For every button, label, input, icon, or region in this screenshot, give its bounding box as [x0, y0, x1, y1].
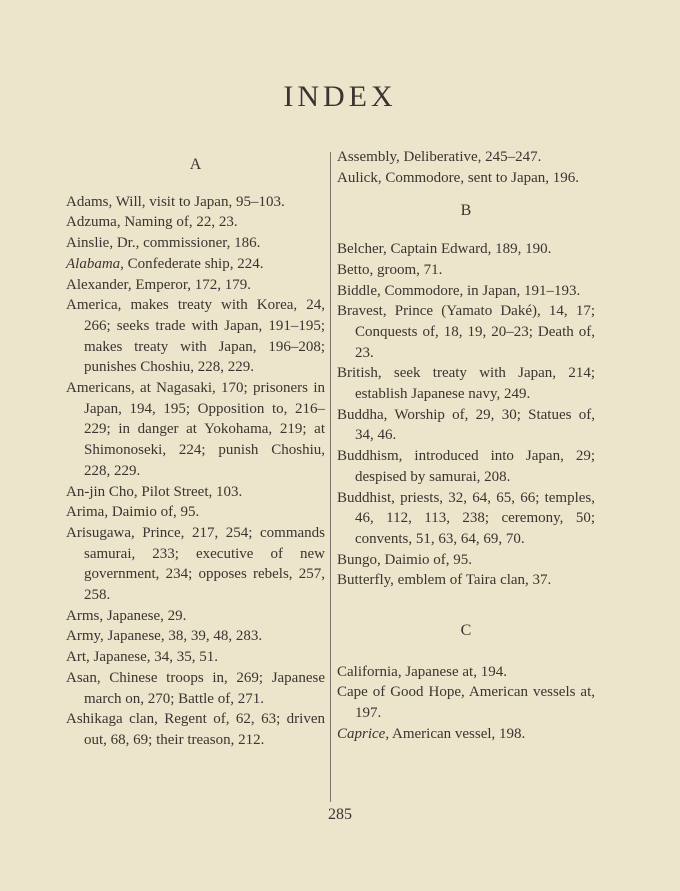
entry-text: Buddhist, priests, 32, 64, 65, 66; temples, 46, 112, 113, 238; ceremony, 50; convents, 51, 63, 64, 69, 70. [337, 489, 595, 547]
index-entry [337, 147, 595, 168]
index-entry [337, 363, 595, 404]
index-entry [66, 482, 325, 503]
entry-text: Arisugawa, Prince, 217, 254; commands samurai, 233; executive of new government, 234; opposes rebels, 257, 258. [66, 524, 325, 604]
column-divider [330, 152, 331, 802]
entry-text: Biddle, Commodore, in Japan, 191–193. [337, 282, 581, 299]
entry-text: Assembly, Deliberative, 245–247. [337, 149, 542, 165]
index-entry [337, 570, 595, 591]
index-entry [66, 192, 325, 213]
index-entry [337, 682, 595, 723]
entry-text: , Confederate ship, 224. [120, 255, 264, 272]
entry-text: Bungo, Daimio of, 95. [337, 551, 472, 568]
entry-text: Ashikaga clan, Regent of, 62, 63; driven out, 68, 69; their treason, 212. [66, 711, 325, 748]
entry-text: Adzuma, Naming of, 22, 23. [66, 214, 238, 231]
index-entry [66, 709, 325, 750]
entry-text: Butterfly, emblem of Taira clan, 37. [337, 572, 552, 589]
index-entry [66, 626, 325, 647]
index-entry [337, 550, 595, 571]
page-number: 285 [328, 806, 352, 823]
index-entry [337, 724, 595, 745]
entry-text: Belcher, Captain Edward, 189, 190. [337, 241, 552, 258]
index-entry [66, 212, 325, 233]
entry-text: Arima, Daimio of, 95. [66, 504, 200, 521]
index-column-left [66, 147, 325, 751]
index-entry [66, 378, 325, 482]
entry-italic-head: Alabama [66, 255, 121, 272]
index-entry [66, 233, 325, 254]
entry-text: An-jin Cho, Pilot Street, 103. [66, 483, 243, 500]
section-letter-c: C [460, 622, 472, 640]
index-entry [66, 275, 325, 296]
entry-text: Army, Japanese, 38, 39, 48, 283. [66, 628, 263, 645]
page-title: INDEX [283, 80, 397, 113]
entry-text: Art, Japanese, 34, 35, 51. [66, 649, 219, 666]
entry-text: America, makes treaty with Korea, 24, 266; seeks trade with Japan, 191–195; makes treaty with Japan, 196–208; punishes Choshiu, 228, 229. [66, 297, 325, 376]
entry-text: , American vessel, 198. [385, 725, 526, 742]
index-entry [337, 488, 595, 550]
index-entry [337, 281, 595, 302]
entry-text: Ainslie, Dr., commissioner, 186. [66, 235, 261, 252]
entry-text: British, seek treaty with Japan, 214; establish Japanese navy, 249. [337, 365, 595, 403]
index-entry [66, 647, 325, 668]
entry-text: Adams, Will, visit to Japan, 95–103. [66, 193, 285, 210]
entry-text: Buddhism, introduced into Japan, 29; despised by samurai, 208. [337, 448, 595, 485]
entry-list-right-c [337, 662, 595, 745]
entry-list-right-a [337, 147, 595, 188]
entry-text: Aulick, Commodore, sent to Japan, 196. [337, 169, 580, 186]
entry-text: Cape of Good Hope, American vessels at, 197. [337, 684, 595, 722]
entry-text: Americans, at Nagasaki, 170; prisoners in Japan, 194, 195; Opposition to, 216–229; in danger at Yokohama, 219; at Shimonoseki, 224; punish Choshiu, 228, 229. [66, 380, 325, 479]
entry-list-left [66, 192, 325, 751]
entry-text: Asan, Chinese troops in, 269; Japanese march on, 270; Battle of, 271. [66, 669, 325, 707]
index-entry [337, 301, 595, 363]
index-entry [66, 606, 325, 627]
entry-text: Alexander, Emperor, 172, 179. [66, 276, 251, 293]
index-entry [337, 239, 595, 260]
index-entry [337, 662, 595, 683]
index-column-right [337, 147, 595, 745]
index-entry [337, 168, 595, 189]
index-entry [337, 405, 595, 446]
index-entry [66, 502, 325, 523]
entry-italic-head: Caprice [337, 725, 386, 742]
section-letter-a: A [189, 156, 202, 173]
index-entry [66, 668, 325, 709]
entry-text: Bravest, Prince (Yamato Daké), 14, 17; Conquests of, 18, 19, 20–23; Death of, 23. [337, 303, 595, 361]
section-letter-b: B [460, 202, 472, 220]
entry-text: Buddha, Worship of, 29, 30; Statues of, 34, 46. [337, 406, 595, 444]
entry-text: California, Japanese at, 194. [337, 663, 507, 680]
index-entry [337, 446, 595, 487]
entry-text: Betto, groom, 71. [337, 261, 443, 278]
entry-list-right-b [337, 239, 595, 591]
index-entry [66, 295, 325, 378]
index-entry [337, 260, 595, 281]
index-entry [66, 523, 325, 606]
index-entry [66, 254, 325, 275]
entry-text: Arms, Japanese, 29. [66, 607, 187, 624]
